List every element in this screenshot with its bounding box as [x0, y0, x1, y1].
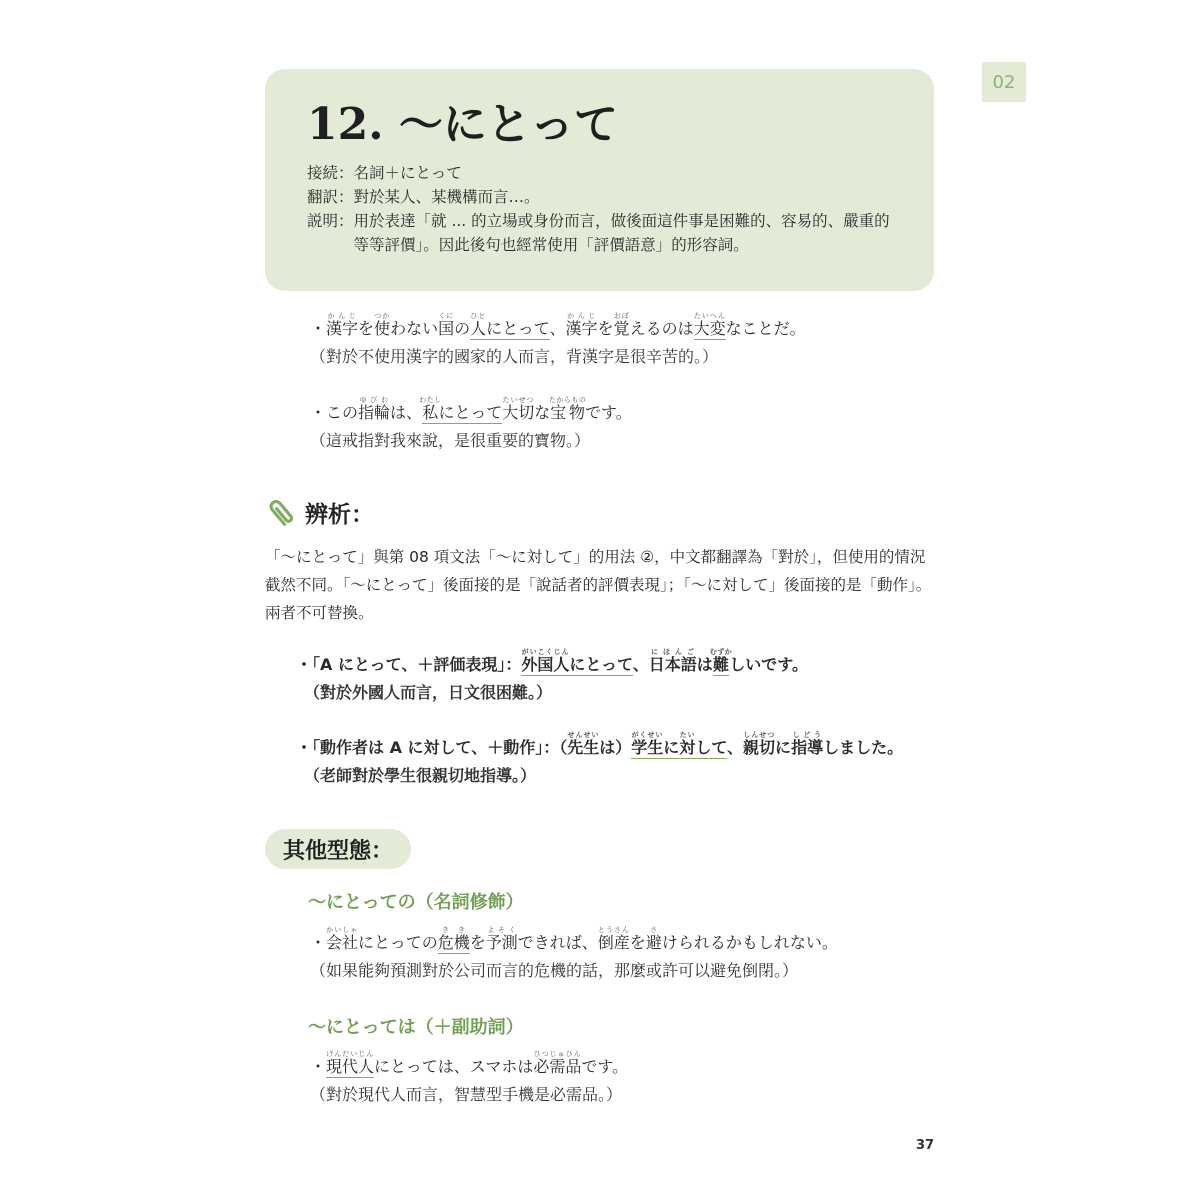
explanation-row [307, 209, 934, 257]
analysis-heading-text: 辨析： [305, 501, 374, 528]
ruby-word: 漢字かんじ [326, 312, 359, 338]
ruby-word: 日本語にほんご [648, 648, 697, 674]
highlighted-phrase: 外国人がいこくじんにとって [521, 648, 633, 674]
ruby-word: 国くに [438, 312, 455, 338]
comparison-jp: ・「動作者は A に対して、＋動作」：（先生せんせいは）学生がくせいに対たいして、親切しんせつに指導しどうしました。 [296, 731, 904, 757]
bullet: ・ [310, 933, 327, 952]
comparison-2 [296, 731, 903, 789]
comparison-1 [296, 648, 808, 706]
ruby-word: 使つか [374, 312, 391, 338]
chapter-tab: 02 [982, 62, 1026, 102]
ruby-word: 漢字かんじ [565, 312, 598, 338]
bullet: ・ [310, 319, 327, 338]
example-translation: （對於現代人而言，智慧型手機是必需品。） [310, 1085, 623, 1104]
highlighted-phrase: 人ひとにとって [470, 312, 550, 338]
ruby-word: 倒産とうさん [597, 926, 630, 952]
page-number: 37 [916, 1138, 935, 1153]
explanation-value: 用於表達「就 ... 的立場或身份而言，做後面這件事是困難的、容易的、嚴重的等等評價」。因此後句也經常使用「評價語意」的形容詞。 [353, 212, 890, 254]
example-translation: （如果能夠預測對於公司而言的危機的話，那麼或許可以避免倒閉。） [310, 961, 799, 980]
translation-value: 對於某人、某機構而言…。 [353, 188, 540, 206]
ruby-word: 避さ [645, 926, 662, 952]
highlighted-phrase: 危機きき [437, 926, 470, 952]
example-translation: （這戒指對我來說，是很重要的寶物。） [310, 431, 591, 450]
form-1-example [310, 926, 838, 984]
example-2 [310, 396, 632, 454]
example-1 [310, 312, 806, 370]
highlighted-phrase: 学生がくせいに対たいして [631, 731, 728, 757]
comparison-translation: （老師對於學生很親切地指導。） [304, 766, 537, 785]
grammar-title: 12. ～にとって [307, 99, 618, 150]
other-forms-heading: 其他型態： [265, 829, 411, 869]
ruby-word: 覚おぼ [613, 312, 630, 338]
bullet: ・ [296, 738, 313, 757]
paperclip-icon [265, 495, 299, 529]
connection-value: 名詞＋にとって [353, 164, 462, 182]
comparison-translation: （對於外國人而言，日文很困難。） [304, 683, 553, 702]
comparison-jp: ・「A にとって、＋評価表現」：外国人がいこくじんにとって、日本語にほんごは難むずかしいです。 [296, 648, 808, 674]
form-2-subhead: ～にとっては（＋副助詞） [308, 1017, 524, 1038]
translation-label: 翻訳： [307, 188, 354, 206]
ruby-word: 親切しんせつ [743, 731, 776, 757]
form-2-example [310, 1050, 628, 1108]
ruby-word: 会社かいしゃ [326, 926, 359, 952]
ruby-word: 大切たいせつ [502, 396, 535, 422]
example-jp: ・会社かいしゃにとっての危機ききを予測よそくできれば、倒産とうさんを避さけられるかもしれない。 [310, 926, 838, 952]
ruby-word: 予測よそく [485, 926, 518, 952]
example-jp: ・この指輪ゆびわは、私わたしにとって大切たいせつな宝物たからものです。 [310, 396, 632, 422]
comparison-pattern: 「A にとって、＋評価表現」： [312, 655, 522, 674]
connection-label: 接続： [307, 164, 354, 182]
example-translation: （對於不使用漢字的國家的人而言，背漢字是很辛苦的。） [310, 347, 719, 366]
analysis-heading [265, 495, 374, 529]
translation-row [307, 185, 934, 209]
highlighted-phrase: 私わたしにとって [419, 396, 503, 422]
ruby-word: 先生せんせい [567, 731, 600, 757]
connection-row [307, 161, 934, 185]
form-1-subhead: ～にとっての（名詞修飾） [308, 892, 524, 913]
highlighted-phrase: 大変たいへん [693, 312, 726, 338]
grammar-header-box [265, 69, 934, 291]
ruby-word: 指導しどう [791, 731, 824, 757]
highlighted-phrase: 難むずか [709, 648, 733, 674]
explanation-label: 説明： [307, 212, 354, 230]
ruby-word: 宝物たからもの [548, 396, 587, 422]
highlighted-phrase: 現代人げんだいじん [326, 1050, 375, 1076]
bullet: ・ [310, 1057, 327, 1076]
comparison-pattern: 「動作者は A に対して、＋動作」： [312, 738, 560, 757]
example-jp: ・現代人げんだいじんにとっては、スマホは必需品ひつじゅひんです。 [310, 1050, 629, 1076]
example-jp: ・漢字かんじを使つかわない国くにの人ひとにとって、漢字かんじを覚おぼえるのは大変たいへんなことだ。 [310, 312, 806, 338]
bullet: ・ [296, 655, 313, 674]
ruby-word: 必需品ひつじゅひん [533, 1050, 582, 1076]
analysis-paragraph: 「～にとって」與第 08 項文法「～に対して」的用法 ②，中文都翻譯為「對於」，但使用的情況截然不同。「～にとって」後面接的是「說話者的評價表現」；「～に対して」後面接的是「動作」。兩者不可替換。 [265, 548, 932, 622]
ruby-word: 指輪ゆびわ [358, 396, 391, 422]
bullet: ・ [310, 403, 327, 422]
